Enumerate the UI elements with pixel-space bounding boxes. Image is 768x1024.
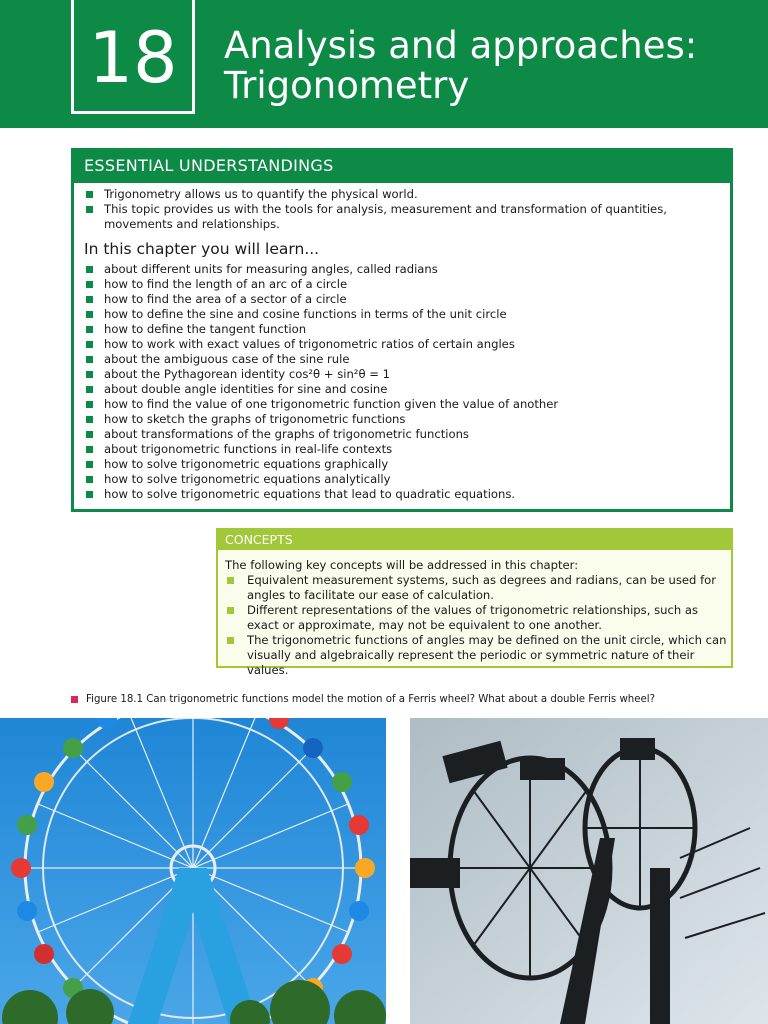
- square-bullet-icon: [86, 461, 93, 468]
- figure-caption: Figure 18.1 Can trigonometric functions model the motion of a Ferris wheel? What about a double Ferris wheel?: [71, 693, 655, 707]
- square-bullet-icon: [86, 281, 93, 288]
- square-bullet-icon: [86, 431, 93, 438]
- list-item: Trigonometry allows us to quantify the physical world.: [74, 187, 730, 202]
- square-bullet-icon: [86, 386, 93, 393]
- list-item: how to solve trigonometric equations graphically: [74, 457, 730, 472]
- chapter-header: [0, 0, 768, 128]
- list-item: how to work with exact values of trigonometric ratios of certain angles: [74, 337, 730, 352]
- list-item: Different representations of the values of trigonometric relationships, such as exact or approximate, may not be equivalent to one another.: [218, 603, 731, 633]
- list-item: This topic provides us with the tools for analysis, measurement and transformation of quantities, movements and relationships.: [74, 202, 730, 232]
- list-item: how to define the sine and cosine functions in terms of the unit circle: [74, 307, 730, 322]
- square-bullet-icon: [86, 416, 93, 423]
- list-item: about the ambiguous case of the sine rule: [74, 352, 730, 367]
- square-bullet-icon: [86, 491, 93, 498]
- list-item: how to find the value of one trigonometric function given the value of another: [74, 397, 730, 412]
- square-bullet-icon: [86, 326, 93, 333]
- square-bullet-icon: [86, 266, 93, 273]
- list-item: how to solve trigonometric equations analytically: [74, 472, 730, 487]
- essential-understandings-box: [71, 148, 733, 512]
- learn-list: [74, 262, 730, 502]
- list-item: how to define the tangent function: [74, 322, 730, 337]
- chapter-number: 18: [88, 17, 178, 99]
- square-bullet-icon: [86, 371, 93, 378]
- concepts-box: [216, 528, 733, 677]
- square-bullet-icon: [227, 607, 234, 614]
- essential-understandings-heading: ESSENTIAL UNDERSTANDINGS: [74, 151, 730, 183]
- square-bullet-icon: [86, 446, 93, 453]
- square-bullet-icon: [86, 206, 93, 213]
- ferris-wheel-photo: [0, 718, 386, 1024]
- square-bullet-icon: [86, 341, 93, 348]
- list-item: how to find the length of an arc of a circle: [74, 277, 730, 292]
- list-item: about the Pythagorean identity cos²θ + sin²θ = 1: [74, 367, 730, 382]
- chapter-title: [224, 26, 697, 106]
- list-item: about different units for measuring angles, called radians: [74, 262, 730, 277]
- chapter-title-line2: Trigonometry: [224, 64, 470, 107]
- square-bullet-icon: [86, 401, 93, 408]
- double-ferris-wheel-photo: [410, 718, 768, 1024]
- square-bullet-icon: [86, 296, 93, 303]
- ferris-wheel-image: [0, 718, 386, 1024]
- list-item: how to find the area of a sector of a circle: [74, 292, 730, 307]
- square-bullet-icon: [86, 476, 93, 483]
- list-item: about trigonometric functions in real-life contexts: [74, 442, 730, 457]
- learn-heading: In this chapter you will learn...: [84, 240, 320, 258]
- concepts-heading: CONCEPTS: [218, 530, 731, 550]
- chapter-number-box: [71, 0, 195, 114]
- square-bullet-icon: [227, 637, 234, 644]
- concepts-list: [218, 573, 731, 678]
- double-ferris-wheel-image: [410, 718, 768, 1024]
- list-item: about transformations of the graphs of trigonometric functions: [74, 427, 730, 442]
- list-item: The trigonometric functions of angles may be defined on the unit circle, which can visually and algebraically represent the periodic or symmetric nature of their values.: [218, 633, 731, 678]
- square-bullet-icon: [86, 191, 93, 198]
- square-bullet-icon: [86, 356, 93, 363]
- chapter-title-line1: Analysis and approaches:: [224, 24, 698, 67]
- essential-list: [74, 187, 730, 232]
- square-bullet-icon: [227, 577, 234, 584]
- square-bullet-icon: [86, 311, 93, 318]
- square-bullet-icon: [71, 696, 78, 703]
- list-item: how to solve trigonometric equations that lead to quadratic equations.: [74, 487, 730, 502]
- concepts-intro: The following key concepts will be addressed in this chapter:: [225, 558, 579, 572]
- list-item: how to sketch the graphs of trigonometric functions: [74, 412, 730, 427]
- list-item: about double angle identities for sine and cosine: [74, 382, 730, 397]
- list-item: Equivalent measurement systems, such as degrees and radians, can be used for angles to facilitate our ease of calculation.: [218, 573, 731, 603]
